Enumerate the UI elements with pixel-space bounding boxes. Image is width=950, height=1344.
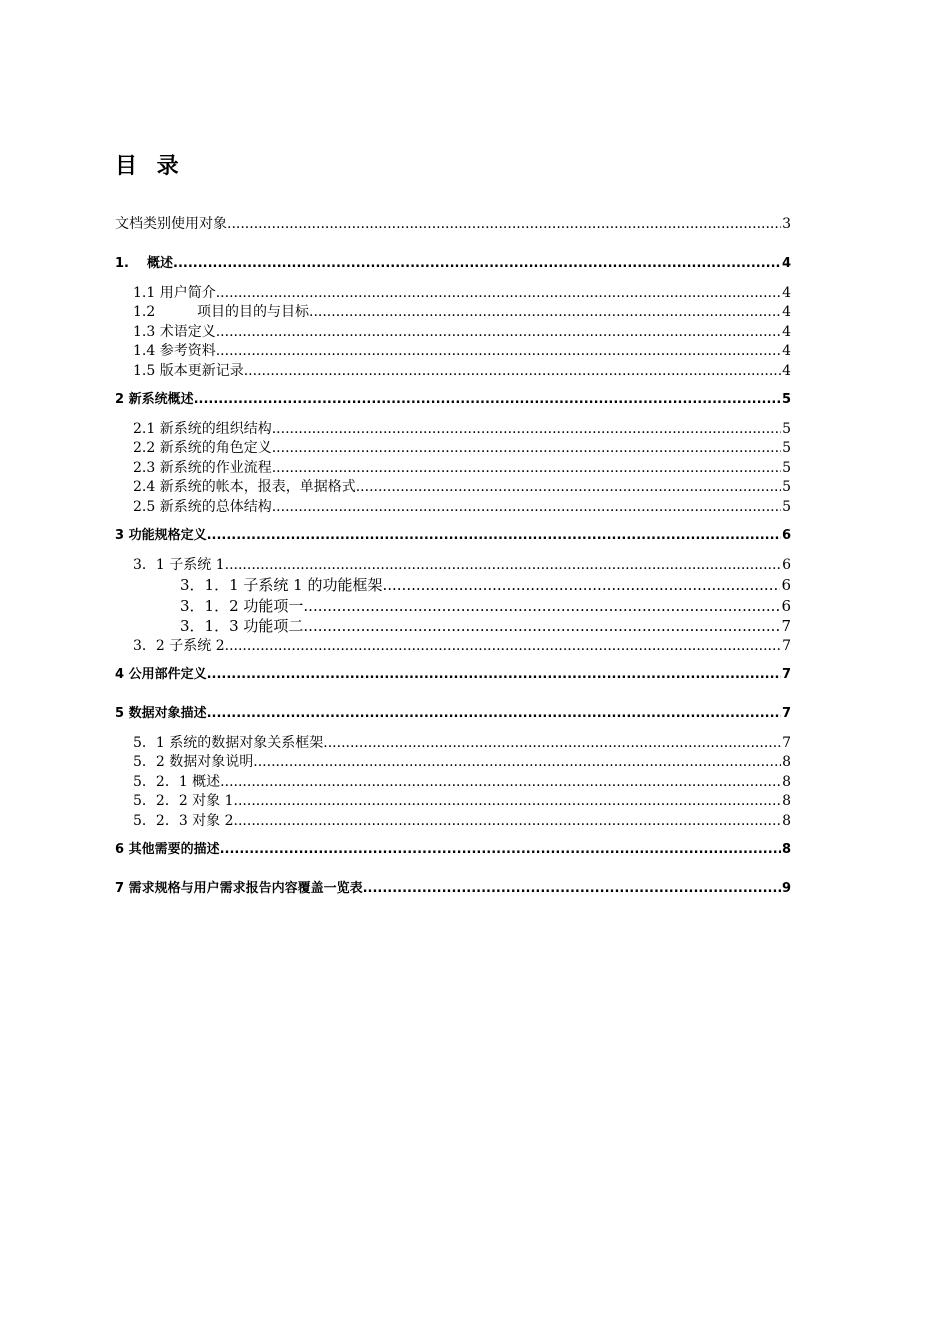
toc-entry[interactable] — [115, 391, 791, 409]
toc-entry-number: 1.2 — [133, 304, 156, 320]
dot-leader — [253, 753, 781, 771]
toc-page-number: 9 — [781, 881, 791, 896]
dot-leader — [323, 734, 781, 752]
toc-entry-text: 2 新系统概述 — [115, 392, 194, 407]
toc-entry-text: 5．1 系统的数据对象关系框架 — [133, 735, 324, 751]
toc-entry-text: 5．2．1 概述 — [133, 774, 221, 790]
toc-entry-text: 5 数据对象描述 — [115, 706, 207, 721]
toc-entry-text: 5．2．2 对象 1 — [133, 793, 234, 809]
toc-entry-text: 3．1．2 功能项一 — [180, 597, 304, 615]
dot-leader — [225, 556, 781, 574]
toc-page-number: 5 — [781, 392, 791, 407]
toc-page-number: 6 — [781, 576, 791, 594]
toc-entry-number: 1. — [115, 256, 129, 271]
dot-leader — [207, 527, 781, 545]
dot-leader — [234, 792, 782, 810]
toc-title: 目 录 — [115, 154, 185, 179]
toc-entry[interactable] — [133, 753, 791, 771]
toc-page-number: 6 — [781, 597, 791, 615]
toc-entry[interactable] — [133, 637, 791, 655]
toc-entry-text: 5．2．3 对象 2 — [133, 813, 234, 829]
toc-entry-text: 4 公用部件定义 — [115, 667, 207, 682]
toc-entry-text: 2.4 新系统的帐本，报表，单据格式 — [133, 479, 356, 495]
dot-leader — [382, 576, 780, 594]
dot-leader — [173, 255, 781, 273]
toc-page-number: 7 — [782, 638, 791, 654]
dot-leader — [244, 362, 781, 380]
toc-page-number: 8 — [781, 842, 791, 857]
toc-entry[interactable] — [180, 617, 791, 635]
toc-page-number: 8 — [782, 754, 791, 770]
toc-entry[interactable] — [115, 841, 791, 859]
dot-leader — [272, 459, 781, 477]
toc-entry[interactable] — [133, 323, 791, 341]
toc-entry-text: 3．2 子系统 2 — [133, 638, 225, 654]
toc-page-number: 3 — [782, 216, 791, 232]
dot-leader — [207, 666, 781, 684]
toc-page-number: 4 — [782, 363, 791, 379]
dot-leader — [272, 498, 781, 516]
toc-page-number: 4 — [782, 343, 791, 359]
toc-page-number: 8 — [782, 813, 791, 829]
toc-page-number: 8 — [782, 774, 791, 790]
dot-leader — [216, 284, 781, 302]
toc-entry[interactable] — [180, 576, 791, 594]
toc-page-number: 6 — [782, 557, 791, 573]
toc-entry[interactable] — [133, 303, 791, 321]
toc-entry[interactable] — [133, 459, 791, 477]
toc-page-number: 7 — [781, 667, 791, 682]
toc-entry-text: 7 需求规格与用户需求报告内容覆盖一览表 — [115, 881, 363, 896]
dot-leader — [220, 841, 781, 859]
dot-leader — [272, 439, 781, 457]
toc-page-number: 5 — [782, 421, 791, 437]
toc-page-number: 5 — [782, 499, 791, 515]
toc-page-number: 4 — [782, 324, 791, 340]
toc-entry-text: 3．1．3 功能项二 — [180, 617, 304, 635]
toc-entry[interactable] — [115, 215, 791, 233]
toc-entry-text: 6 其他需要的描述 — [115, 842, 220, 857]
toc-page-number: 5 — [782, 460, 791, 476]
toc-page-number: 6 — [781, 528, 791, 543]
toc-entry[interactable] — [115, 527, 791, 545]
toc-entry[interactable] — [133, 420, 791, 438]
toc-entry[interactable] — [115, 666, 791, 684]
dot-leader — [303, 617, 780, 635]
toc-entry[interactable] — [115, 880, 791, 898]
toc-entry-text: 1.4 参考资料 — [133, 343, 216, 359]
dot-leader — [363, 880, 781, 898]
toc-page-number: 7 — [781, 706, 791, 721]
toc-page-number: 7 — [781, 617, 791, 635]
toc-entry-text: 2.3 新系统的作业流程 — [133, 460, 272, 476]
toc-entry[interactable] — [115, 705, 791, 723]
toc-entry[interactable] — [133, 812, 791, 830]
toc-entry[interactable] — [133, 773, 791, 791]
toc-entry-label: 概述 — [147, 256, 174, 271]
dot-leader — [225, 637, 781, 655]
toc-page-number: 5 — [782, 479, 791, 495]
toc-entry-text: 3．1 子系统 1 — [133, 557, 225, 573]
toc-entry[interactable] — [133, 556, 791, 574]
toc-page-number: 4 — [781, 256, 791, 271]
toc-entry-text: 1.3 术语定义 — [133, 324, 216, 340]
toc-entry[interactable] — [133, 284, 791, 302]
toc-entry[interactable] — [133, 342, 791, 360]
toc-entry[interactable] — [133, 498, 791, 516]
dot-leader — [303, 597, 780, 615]
toc-entry[interactable] — [133, 478, 791, 496]
toc-entry[interactable] — [115, 255, 791, 273]
dot-leader — [227, 215, 781, 233]
toc-page-number: 4 — [782, 285, 791, 301]
dot-leader — [220, 773, 781, 791]
toc-page-number: 7 — [782, 735, 791, 751]
toc-entry-text: 2.2 新系统的角色定义 — [133, 440, 272, 456]
toc-entry-text: 1.1 用户简介 — [133, 285, 216, 301]
toc-entry-text: 5．2 数据对象说明 — [133, 754, 254, 770]
toc-entry-label: 项目的目的与目标 — [197, 304, 309, 320]
dot-leader — [234, 812, 782, 830]
dot-leader — [309, 303, 781, 321]
toc-entry-text: 1.5 版本更新记录 — [133, 363, 244, 379]
dot-leader — [356, 478, 781, 496]
toc-page-number: 5 — [782, 440, 791, 456]
toc-entry[interactable] — [133, 439, 791, 457]
toc-entry-text: 文档类别使用对象 — [115, 216, 227, 232]
toc-entry[interactable] — [133, 734, 791, 752]
dot-leader — [216, 323, 781, 341]
toc-entry-text — [133, 303, 309, 321]
dot-leader — [194, 391, 781, 409]
toc-entry-text — [115, 255, 173, 273]
toc-entry-text: 3．1．1 子系统 1 的功能框架 — [180, 576, 383, 594]
toc-entry-text: 2.5 新系统的总体结构 — [133, 499, 272, 515]
toc-entry-text: 2.1 新系统的组织结构 — [133, 421, 272, 437]
dot-leader — [272, 420, 781, 438]
dot-leader — [207, 705, 781, 723]
toc-page-number: 8 — [782, 793, 791, 809]
toc-entry-text: 3 功能规格定义 — [115, 528, 207, 543]
toc-entry[interactable] — [180, 597, 791, 615]
toc-page-number: 4 — [782, 304, 791, 320]
dot-leader — [216, 342, 781, 360]
toc-entry[interactable] — [133, 362, 791, 380]
toc-entry[interactable] — [133, 792, 791, 810]
